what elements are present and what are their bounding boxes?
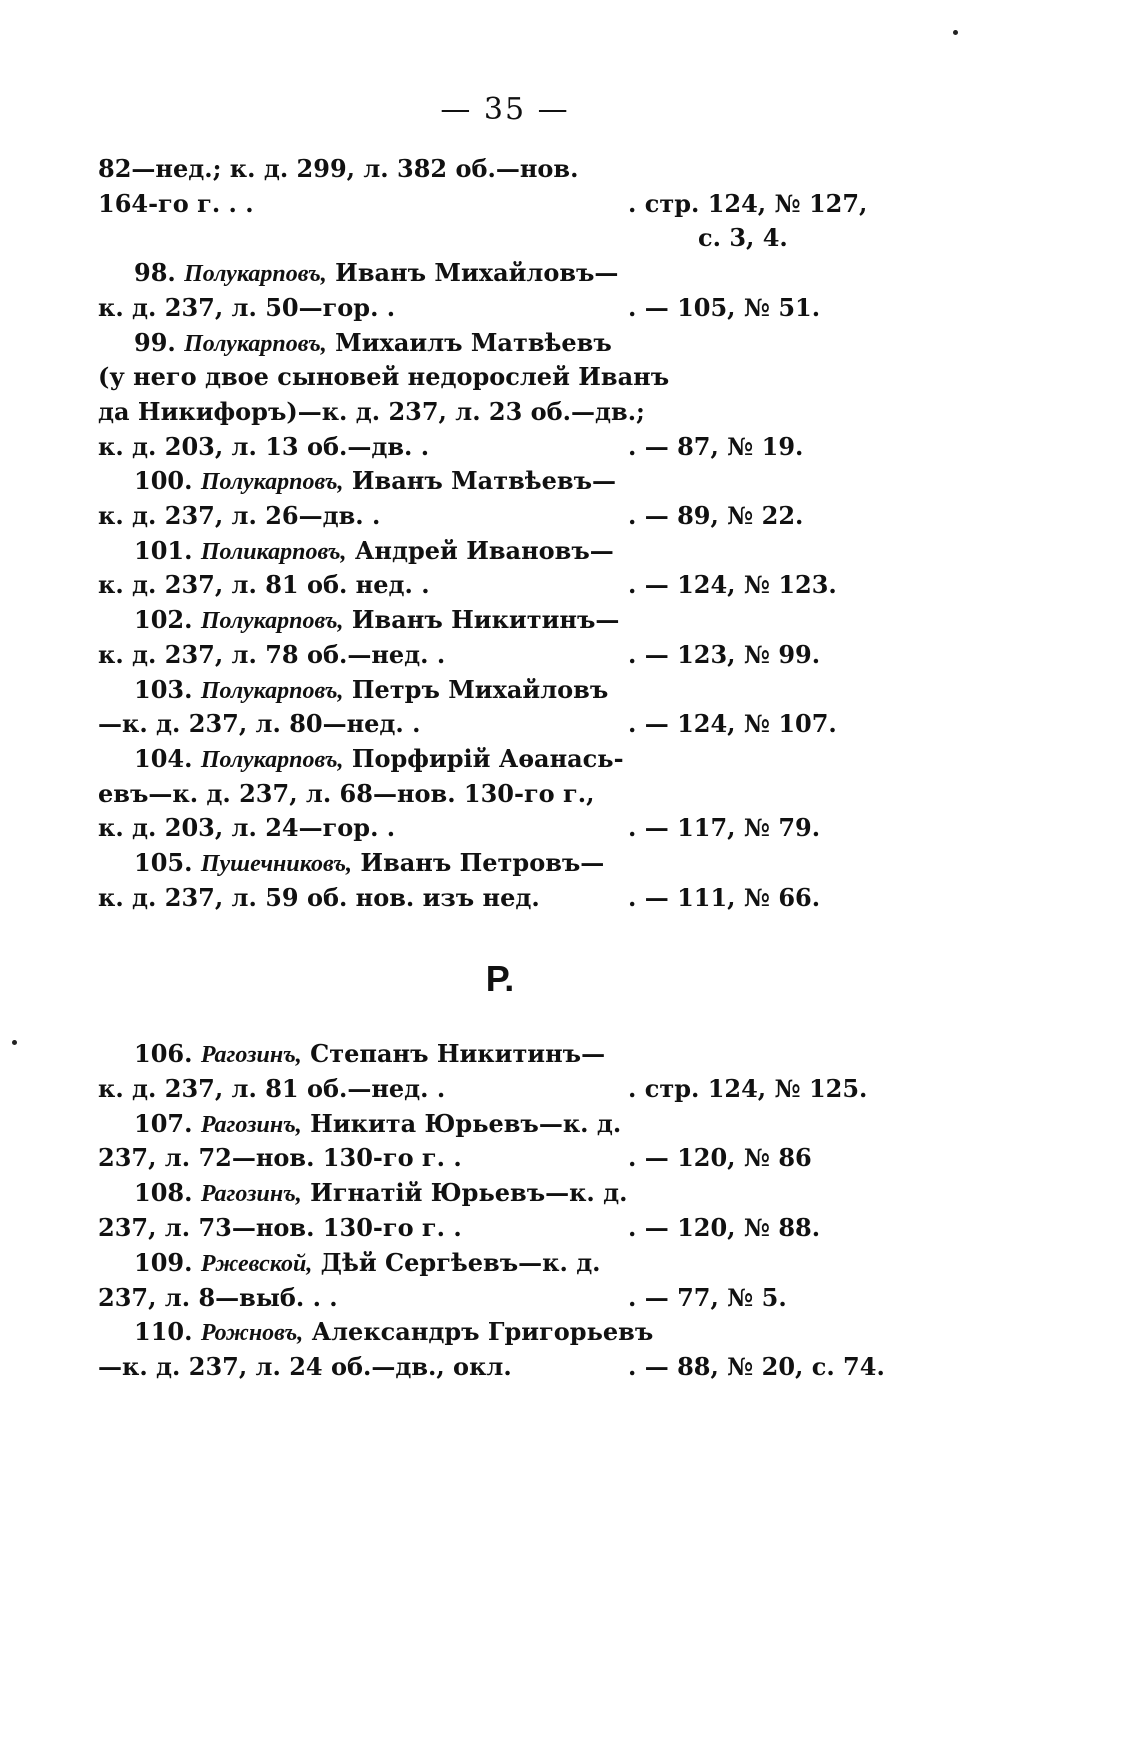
person-surname: Полукарповъ, (200, 469, 344, 496)
entry-text (134, 1037, 605, 1072)
scan-speck (953, 30, 958, 35)
person-surname: Полукарповъ, (184, 330, 327, 357)
entry-text: к. д. 237, л. 81 об.—нед. . (98, 1073, 446, 1103)
entry-text (134, 846, 604, 881)
page-reference: . — 123, № 99. (628, 639, 821, 669)
entry-number: 102. (134, 605, 201, 635)
person-given-name: Игнатій Юрьевъ—к. д. (301, 1178, 628, 1208)
person-given-name: Иванъ Никитинъ— (343, 605, 620, 635)
entry-text: к. д. 203, л. 24—гор. . (98, 813, 396, 843)
page-reference: . — 88, № 20, с. 74. (628, 1352, 885, 1382)
person-given-name: Андрей Ивановъ— (346, 535, 614, 565)
entry-text (134, 1107, 621, 1142)
entry-text: к. д. 237, л. 50—гор. . (98, 292, 396, 322)
entry-text: —к. д. 237, л. 80—нед. . (98, 709, 421, 739)
person-surname: Полукарповъ, (200, 608, 344, 635)
entry-text (134, 256, 618, 291)
entry-text (134, 603, 619, 638)
entry-text: 237, л. 72—нов. 130-го г. . (98, 1143, 462, 1173)
page-reference: . — 120, № 88. (628, 1213, 821, 1242)
entry-text (134, 1176, 628, 1211)
page-reference: . — 105, № 51. (628, 292, 821, 322)
page-reference: . стр. 124, № 127, (628, 188, 868, 218)
entry-text: 237, л. 73—нов. 130-го г. . (98, 1213, 462, 1242)
page-reference: . — 124, № 123. (628, 570, 837, 600)
entry-text (134, 464, 616, 499)
person-given-name: Иванъ Матвѣевъ— (343, 466, 616, 496)
person-given-name: Степанъ Никитинъ— (301, 1039, 606, 1068)
person-surname: Пушечниковъ, (200, 851, 353, 877)
entry-text (134, 326, 612, 361)
page-reference-continued: с. 3, 4. (698, 223, 788, 253)
entry-text (134, 673, 608, 708)
entry-text: да Никифоръ)—к. д. 237, л. 23 об.—дв.; (98, 396, 645, 426)
entry-text: 237, л. 8—выб. . . (98, 1282, 338, 1312)
person-surname: Поликарповъ, (200, 538, 347, 565)
entry-text: —к. д. 237, л. 24 об.—дв., окл. (98, 1352, 512, 1382)
person-given-name: Михаилъ Матвѣевъ (326, 327, 612, 357)
page-reference: . — 87, № 19. (628, 431, 804, 461)
entry-number: 99. (134, 327, 185, 357)
entry-number: 110. (134, 1317, 201, 1347)
person-given-name: Петръ Михайловъ (343, 674, 609, 704)
entry-number: 104. (134, 743, 201, 773)
entry-number: 105. (134, 848, 201, 877)
entry-text: к. д. 237, л. 26—дв. . (98, 501, 381, 530)
page-reference: . — 111, № 66. (628, 882, 821, 912)
person-surname: Ржевской, (200, 1250, 313, 1277)
entry-number: 109. (134, 1247, 201, 1277)
entry-text (134, 534, 614, 569)
person-surname: Полукарповъ, (184, 261, 327, 288)
entry-number: 106. (134, 1039, 201, 1068)
person-surname: Рагозинъ, (200, 1111, 302, 1138)
entry-text: (у него двое сыновей недорослей Иванъ (98, 362, 670, 392)
page-reference: . стр. 124, № 125. (628, 1073, 868, 1103)
person-given-name: Порфирій Аѳанась- (343, 743, 624, 773)
scan-speck (12, 1040, 17, 1045)
entry-text: 164-го г. . . (98, 188, 254, 218)
person-given-name: Иванъ Петровъ— (352, 848, 605, 877)
entry-number: 98. (134, 258, 185, 288)
section-letter: Р. (485, 958, 515, 999)
page-number: — 35 — (440, 92, 570, 127)
entry-text: к. д. 237, л. 59 об. нов. изъ нед. (98, 882, 540, 912)
page-reference: . — 124, № 107. (628, 709, 837, 739)
page-reference: . — 89, № 22. (628, 501, 804, 530)
person-surname: Рожновъ, (200, 1320, 304, 1347)
page-reference: . — 117, № 79. (628, 813, 821, 843)
entry-text (134, 742, 624, 777)
person-surname: Рагозинъ, (200, 1181, 302, 1208)
entry-text: к. д. 237, л. 78 об.—нед. . (98, 639, 446, 669)
entry-text: 82—нед.; к. д. 299, л. 382 об.—нов. (98, 154, 579, 183)
person-surname: Полукарповъ, (200, 677, 344, 704)
person-given-name: Дѣй Сергѣевъ—к. д. (312, 1247, 601, 1277)
entry-number: 103. (134, 674, 201, 704)
entry-number: 100. (134, 466, 201, 496)
entry-number: 107. (134, 1108, 201, 1138)
person-surname: Рагозинъ, (200, 1042, 302, 1068)
entry-number: 101. (134, 535, 201, 565)
entry-text: к. д. 203, л. 13 об.—дв. . (98, 431, 430, 461)
person-given-name: Никита Юрьевъ—к. д. (301, 1108, 622, 1138)
entry-number: 108. (134, 1178, 201, 1208)
entry-text: к. д. 237, л. 81 об. нед. . (98, 570, 430, 600)
entry-text (134, 1246, 601, 1281)
page-reference: . — 120, № 86 (628, 1143, 812, 1173)
entry-text: евъ—к. д. 237, л. 68—нов. 130-го г., (98, 778, 595, 808)
person-given-name: Александръ Григорьевъ (303, 1317, 654, 1347)
page-reference: . — 77, № 5. (628, 1282, 787, 1312)
person-surname: Полукарповъ, (200, 746, 344, 773)
entry-text (134, 1315, 653, 1350)
person-given-name: Иванъ Михайловъ— (326, 258, 619, 288)
